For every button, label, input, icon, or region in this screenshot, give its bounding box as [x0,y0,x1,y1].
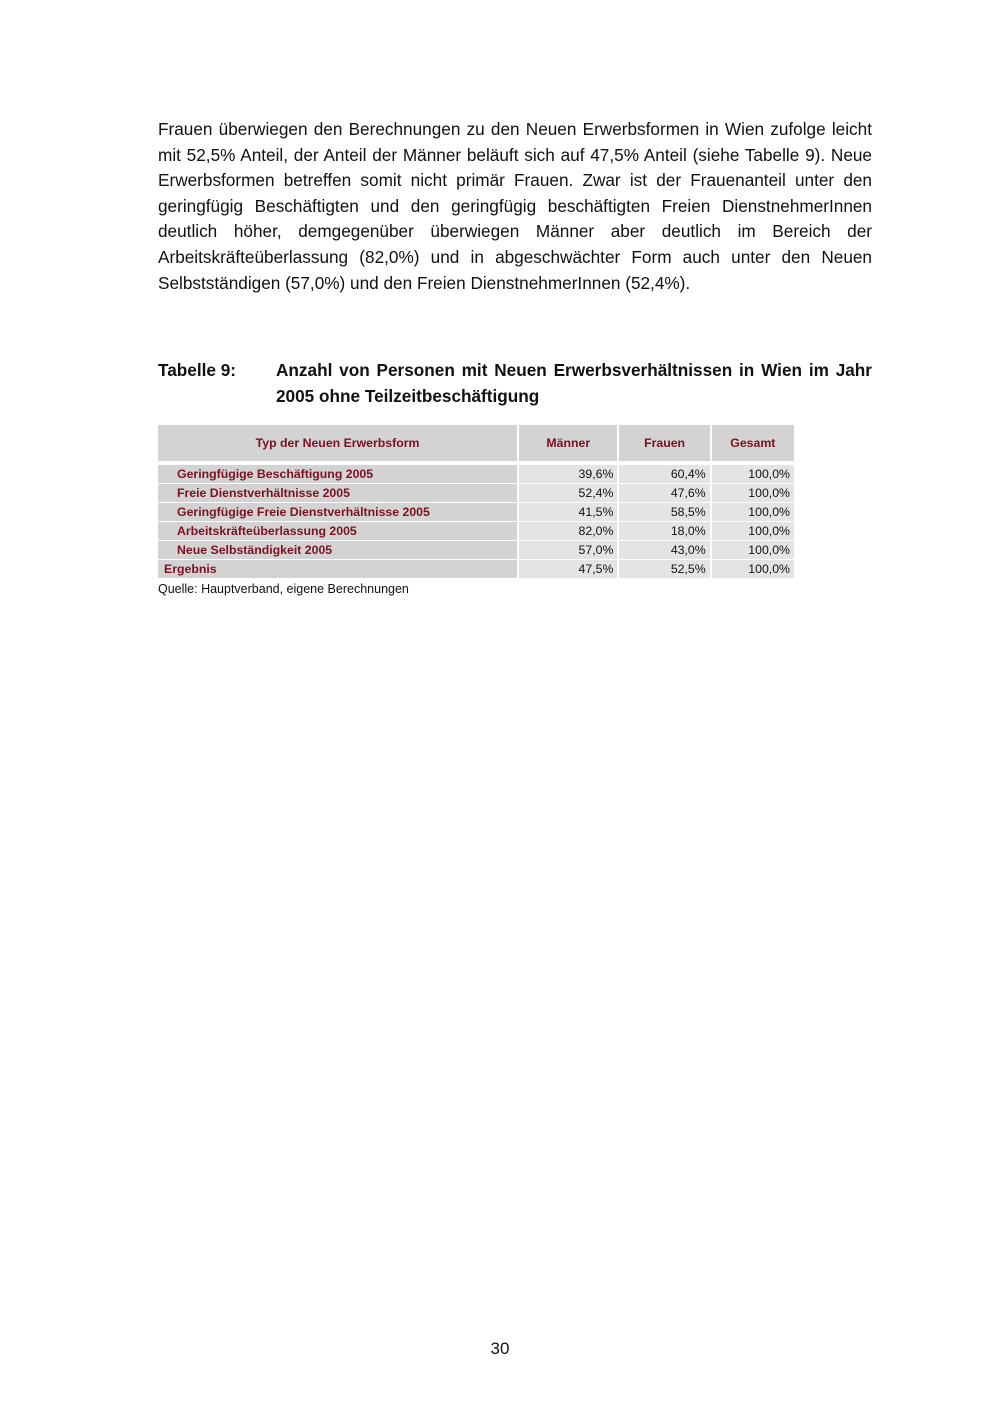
column-header-type: Typ der Neuen Erwerbsform [158,425,517,461]
column-header-gesamt: Gesamt [712,425,794,461]
table-total-row [158,560,794,579]
row-label: Geringfügige Freie Dienstverhältnisse 2005 [158,503,517,522]
page-number: 30 [490,1339,510,1358]
cell-maenner: 82,0% [519,522,617,541]
table-row [158,522,794,541]
cell-frauen: 52,5% [619,560,709,579]
row-label: Neue Selbständigkeit 2005 [158,541,517,560]
cell-frauen: 60,4% [619,465,709,484]
cell-maenner: 57,0% [519,541,617,560]
table-caption-title: Anzahl von Personen mit Neuen Erwerbsverhältnissen in Wien im Jahr 2005 ohne Teilzeitbeschäftigung [276,360,872,406]
cell-maenner: 41,5% [519,503,617,522]
row-label: Geringfügige Beschäftigung 2005 [158,465,517,484]
table-caption-label: Tabelle 9: [158,360,237,380]
cell-gesamt: 100,0% [712,503,794,522]
cell-frauen: 47,6% [619,484,709,503]
cell-frauen: 58,5% [619,503,709,522]
column-header-maenner: Männer [519,425,617,461]
cell-frauen: 18,0% [619,522,709,541]
cell-maenner: 39,6% [519,465,617,484]
cell-gesamt: 100,0% [712,465,794,484]
cell-gesamt: 100,0% [712,560,794,579]
cell-maenner: 52,4% [519,484,617,503]
table-row [158,484,794,503]
row-label: Freie Dienstverhältnisse 2005 [158,484,517,503]
cell-maenner: 47,5% [519,560,617,579]
row-label: Arbeitskräfteüberlassung 2005 [158,522,517,541]
table-row [158,465,794,484]
table-source-note: Quelle: Hauptverband, eigene Berechnungen [158,582,409,596]
row-label: Ergebnis [158,560,517,579]
table-row [158,541,794,560]
table-row [158,503,794,522]
cell-frauen: 43,0% [619,541,709,560]
cell-gesamt: 100,0% [712,484,794,503]
cell-gesamt: 100,0% [712,522,794,541]
body-paragraph: Frauen überwiegen den Berechnungen zu den Neuen Erwerbsformen in Wien zufolge leicht mit 52,5% Anteil, der Anteil der Männer beläuft sich auf 47,5% Anteil (siehe Tabelle 9). Neue Erwerbsformen betreffen somit nicht primär Frauen. Zwar ist der Frauenanteil unter den geringfügig Beschäftigten und den geringfügig beschäftigten Freien DienstnehmerInnen deutlich höher, demgegenüber überwiegen Männer aber deutlich im Bereich der Arbeitskräfteüberlassung (82,0%) und in abgeschwächter Form auch unter den Neuen Selbstständigen (57,0%) und den Freien DienstnehmerInnen (52,4%). [158,119,872,293]
column-header-frauen: Frauen [619,425,709,461]
data-table [156,425,796,579]
cell-gesamt: 100,0% [712,541,794,560]
